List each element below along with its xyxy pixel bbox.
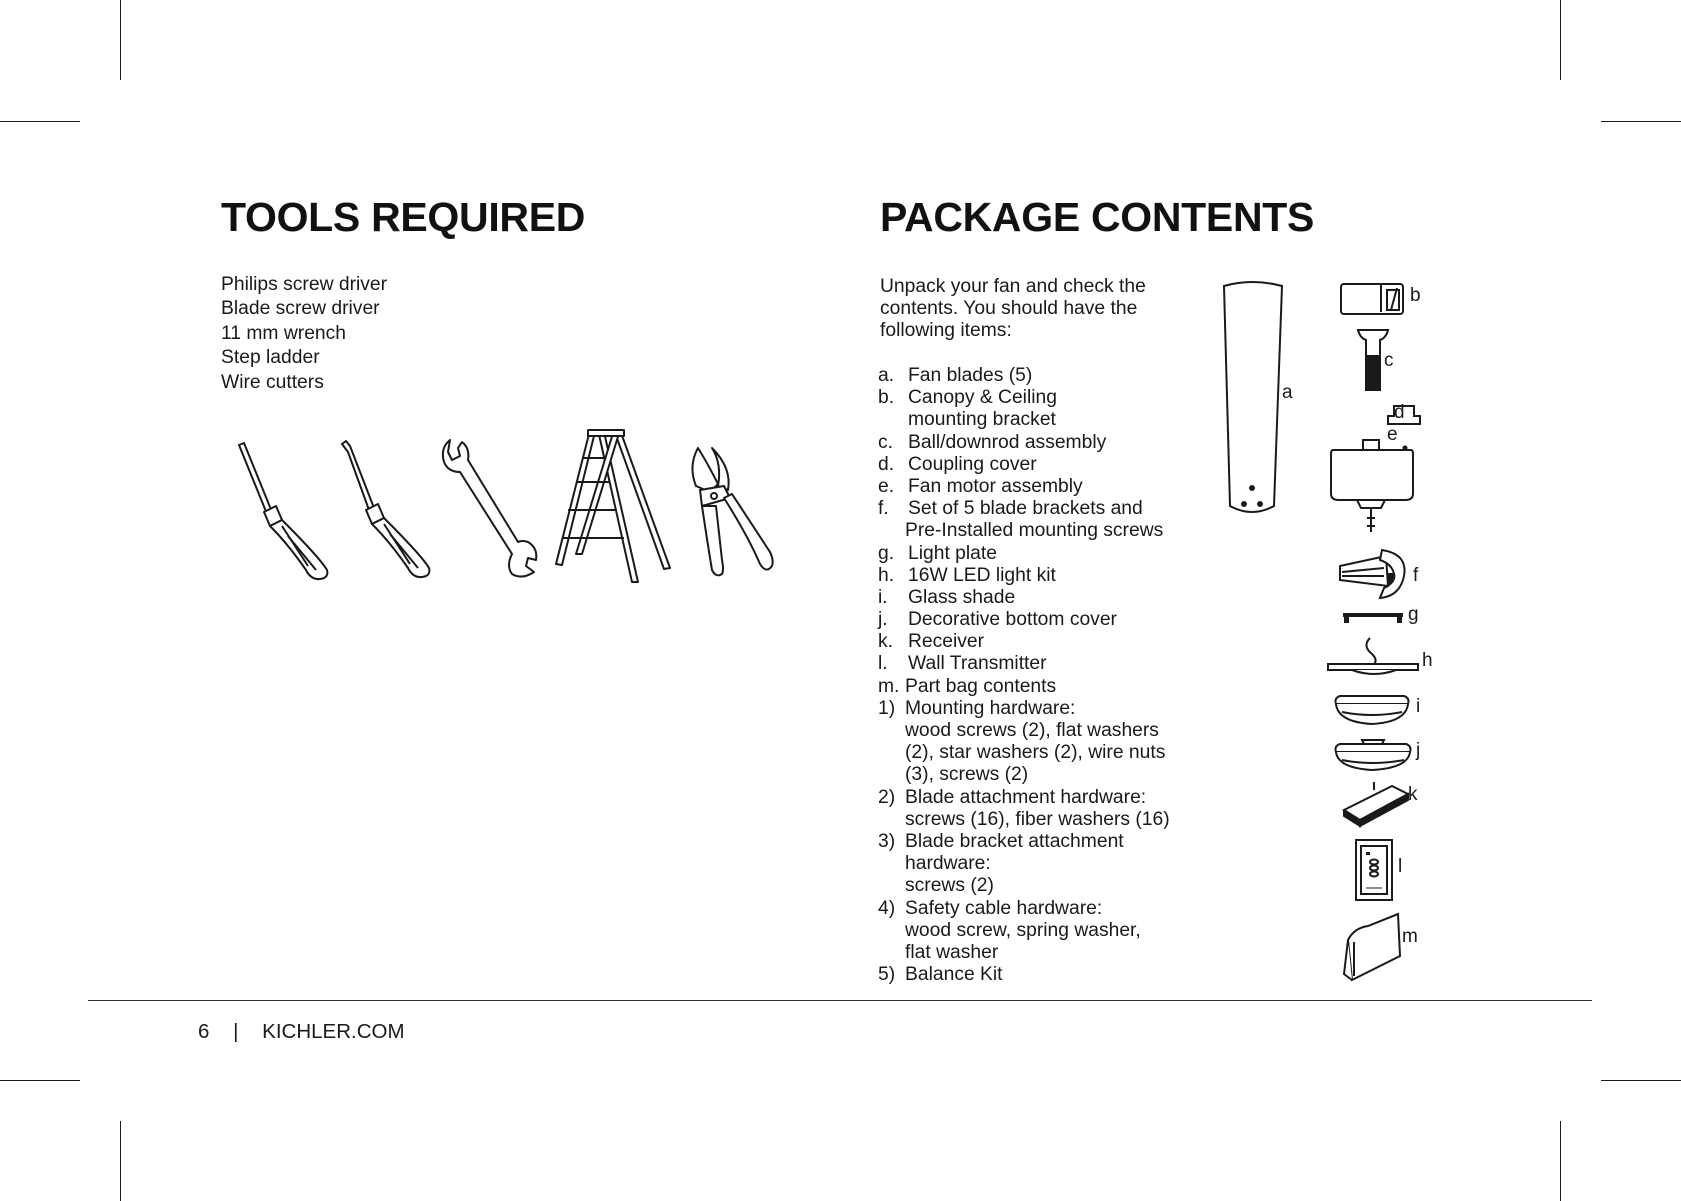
- part-label-b: b: [1410, 285, 1421, 306]
- canopy-bracket-icon: [1339, 282, 1405, 316]
- package-contents-list: [878, 365, 1170, 986]
- crop-mark: [120, 1121, 121, 1201]
- page-number: 6: [198, 1020, 210, 1043]
- part-label-i: i: [1416, 696, 1421, 717]
- fan-motor-icon: [1329, 438, 1415, 536]
- phillips-screwdriver-icon: [236, 440, 336, 580]
- list-item: k. Receiver: [878, 631, 985, 653]
- fan-blade-icon: [1220, 282, 1284, 522]
- crop-mark: [1601, 121, 1681, 122]
- bag-item-continuation: (3), screws (2): [905, 764, 1029, 786]
- list-item: l. Wall Transmitter: [878, 653, 1047, 675]
- list-item: a. Fan blades (5): [878, 365, 1033, 386]
- tool-item: Blade screw driver: [221, 298, 380, 320]
- footer-separator: |: [233, 1020, 239, 1043]
- part-label-f: f: [1413, 565, 1419, 586]
- bag-item: 5) Balance Kit: [878, 964, 1003, 986]
- part-label-j: j: [1416, 740, 1421, 761]
- wrench-icon: [440, 438, 540, 578]
- tool-item: Step ladder: [221, 347, 320, 369]
- wall-transmitter-icon: [1354, 838, 1394, 902]
- list-item-continuation: Pre-Installed mounting screws: [905, 520, 1164, 542]
- list-item: c. Ball/downrod assembly: [878, 431, 1107, 453]
- part-label-l: l: [1398, 856, 1403, 877]
- intro-line: following items:: [880, 320, 1012, 341]
- part-bag-icon: [1342, 912, 1404, 982]
- bag-item-continuation: wood screws (2), flat washers: [905, 720, 1159, 741]
- tool-item: Wire cutters: [221, 371, 324, 393]
- bag-item-continuation: wood screw, spring washer,: [905, 919, 1141, 941]
- glass-shade-icon: [1332, 692, 1412, 726]
- part-label-m: m: [1402, 926, 1418, 947]
- list-item-continuation: mounting bracket: [908, 409, 1056, 431]
- wire-cutters-icon: [688, 446, 778, 576]
- intro-line: Unpack your fan and check the: [880, 276, 1146, 297]
- bag-item: 2) Blade attachment hardware:: [878, 786, 1147, 808]
- bag-item: 4) Safety cable hardware:: [878, 897, 1103, 919]
- receiver-icon: [1340, 780, 1410, 826]
- crop-mark: [0, 1080, 80, 1081]
- led-light-kit-icon: [1326, 636, 1420, 678]
- part-label-e: e: [1387, 424, 1398, 445]
- bag-item-continuation: hardware:: [905, 853, 991, 875]
- website-link[interactable]: KICHLER.COM: [262, 1020, 405, 1043]
- blade-bracket-icon: [1336, 546, 1406, 600]
- part-label-h: h: [1422, 650, 1433, 671]
- bag-item: 3) Blade bracket attachment: [878, 830, 1124, 852]
- list-item: e. Fan motor assembly: [878, 475, 1083, 497]
- list-item: g. Light plate: [878, 542, 997, 564]
- part-label-a: a: [1282, 382, 1293, 403]
- crop-mark: [120, 0, 121, 80]
- crop-mark: [1601, 1080, 1681, 1081]
- part-label-d: d: [1394, 402, 1405, 423]
- bag-item: 1) Mounting hardware:: [878, 697, 1076, 719]
- light-plate-icon: [1342, 610, 1404, 624]
- bottom-cover-icon: [1332, 736, 1414, 772]
- footer-rule: [88, 1000, 1592, 1001]
- list-item: j. Decorative bottom cover: [878, 609, 1117, 631]
- list-item: m. Part bag contents: [878, 675, 1057, 697]
- part-label-k: k: [1408, 784, 1418, 805]
- list-item: h. 16W LED light kit: [878, 564, 1056, 586]
- bag-item-continuation: (2), star washers (2), wire nuts: [905, 742, 1166, 764]
- page-footer: [198, 1020, 405, 1044]
- flathead-screwdriver-icon: [338, 440, 438, 580]
- list-item: b. Canopy & Ceiling: [878, 387, 1057, 409]
- tool-item: 11 mm wrench: [221, 322, 347, 344]
- tool-item: Philips screw driver: [221, 274, 388, 295]
- tools-list: [221, 273, 387, 395]
- bag-item-continuation: screws (2): [905, 875, 994, 897]
- crop-mark: [0, 121, 80, 122]
- part-label-c: c: [1384, 350, 1394, 371]
- intro-line: contents. You should have the: [880, 298, 1138, 319]
- bag-item-continuation: screws (16), fiber washers (16): [905, 808, 1170, 830]
- tools-heading: TOOLS REQUIRED: [221, 194, 586, 240]
- crop-mark: [1560, 1121, 1561, 1201]
- bag-item-continuation: flat washer: [905, 941, 999, 963]
- crop-mark: [1560, 0, 1561, 80]
- list-item: d. Coupling cover: [878, 453, 1037, 475]
- package-heading: PACKAGE CONTENTS: [880, 194, 1315, 240]
- step-ladder-icon: [554, 428, 674, 588]
- list-item: i. Glass shade: [878, 586, 1016, 608]
- list-item: f. Set of 5 blade brackets and: [878, 498, 1143, 520]
- part-label-g: g: [1408, 604, 1419, 625]
- package-intro: [880, 276, 1146, 342]
